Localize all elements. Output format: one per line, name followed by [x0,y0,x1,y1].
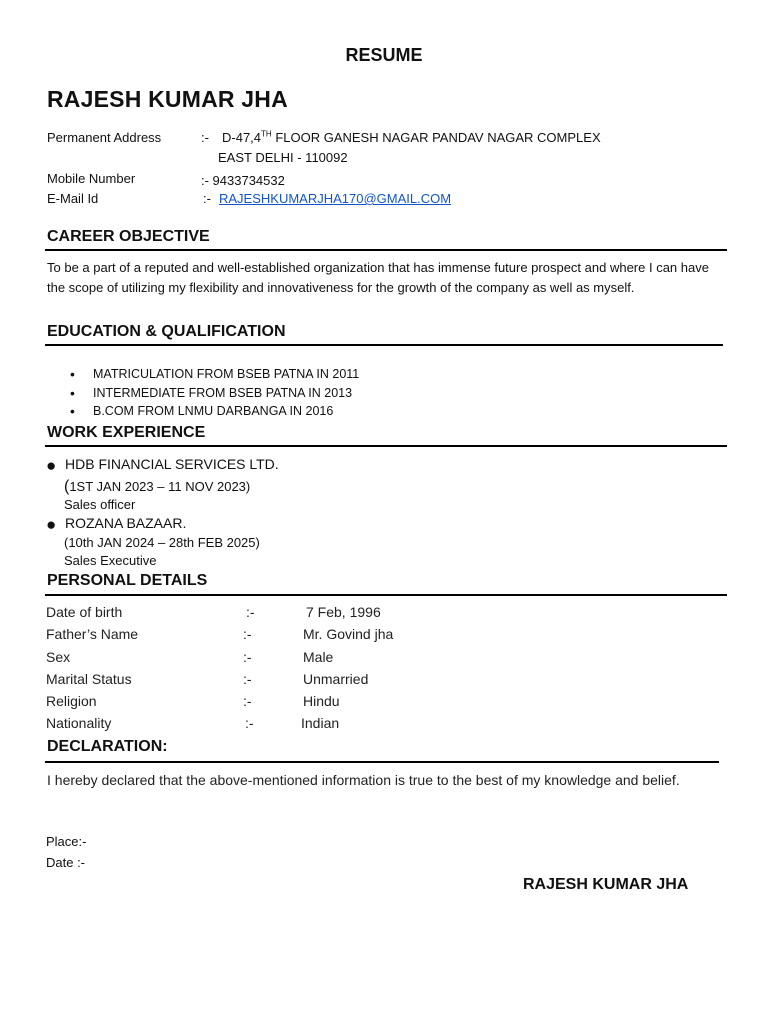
email-separator: :- [203,191,211,206]
detail-label: Nationality [46,715,112,731]
detail-label: Marital Status [46,671,132,687]
career-objective-heading: CAREER OBJECTIVE [47,228,210,245]
document-title: RESUME [345,45,423,65]
address-line-1 [222,130,601,145]
mobile-label: Mobile Number [47,171,136,186]
address-label: Permanent Address [47,130,162,145]
detail-label: Religion [46,693,97,709]
address-ordinal-suffix: TH [261,129,272,139]
section-divider [45,344,723,346]
job-period [64,478,250,496]
job-role: Sales Executive [64,553,157,568]
job-company: ROZANA BAZAAR. [65,515,187,531]
job-period-paren: ( [64,478,70,495]
list-item: • B.COM FROM LNMU DARBANGA IN 2016 [70,402,359,421]
detail-value: 7 Feb, 1996 [306,604,381,620]
address-line-1-rest: FLOOR GANESH NAGAR PANDAV NAGAR COMPLEX [271,130,601,145]
email-label: E-Mail Id [47,191,99,206]
detail-value: Male [303,649,334,665]
detail-label: Sex [46,649,71,665]
detail-separator: :- [246,604,255,620]
bullet-icon: ● [46,515,57,534]
list-item: • MATRICULATION FROM BSEB PATNA IN 2011 [70,365,359,384]
mobile-value: :- 9433734532 [201,173,285,188]
detail-value: Indian [301,715,340,731]
email-link[interactable]: RAJESHKUMARJHA170@GMAIL.COM [219,191,452,206]
detail-label: Father’s Name [46,626,139,642]
detail-separator: :- [243,649,252,665]
detail-separator: :- [243,693,252,709]
detail-label: Date of birth [46,604,123,620]
section-divider [45,249,727,251]
address-line-1-start: D-47,4 [222,130,262,145]
section-divider [45,445,727,447]
section-divider [45,761,719,763]
address-separator: :- [201,130,209,145]
career-objective-text: To be a part of a reputed and well-established organization that has immense future prospect and where I can have the scope of utilizing my flexibility and innovativeness for the growth of the company as well as myself. [47,260,709,295]
education-list [70,365,359,421]
detail-separator: :- [243,626,252,642]
job-period: (10th JAN 2024 – 28th FEB 2025) [64,535,260,550]
job-period-text: 1ST JAN 2023 – 11 NOV 2023) [69,479,251,494]
work-experience-heading: WORK EXPERIENCE [47,424,206,441]
declaration-text: I hereby declared that the above-mentioned information is true to the best of my knowledge and belief. [47,772,680,788]
declaration-heading: DECLARATION: [47,738,168,755]
job-company: HDB FINANCIAL SERVICES LTD. [65,456,279,472]
date-label: Date :- [46,855,86,870]
detail-value: Unmarried [303,671,369,687]
detail-separator: :- [245,715,254,731]
list-item: • INTERMEDIATE FROM BSEB PATNA IN 2013 [70,384,359,403]
place-label: Place:- [46,834,87,849]
address-line-2: EAST DELHI - 110092 [218,150,348,165]
detail-value: Mr. Govind jha [303,626,394,642]
personal-details-heading: PERSONAL DETAILS [47,572,208,589]
detail-value: Hindu [303,693,340,709]
section-divider [45,594,727,596]
detail-separator: :- [243,671,252,687]
bullet-icon: ● [46,456,57,475]
education-heading: EDUCATION & QUALIFICATION [47,323,286,340]
signature-name: RAJESH KUMAR JHA [523,876,689,893]
candidate-name: RAJESH KUMAR JHA [47,86,288,112]
job-role: Sales officer [64,497,136,512]
